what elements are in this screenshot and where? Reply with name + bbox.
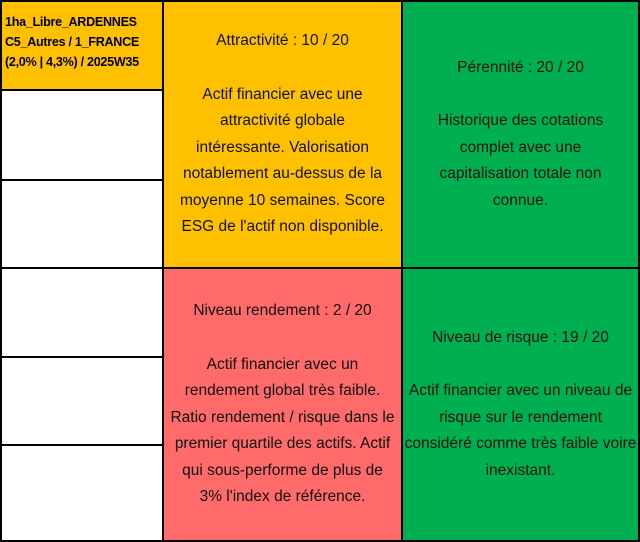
asset-category: C5_Autres / 1_FRANCE: [5, 35, 139, 49]
perennite-score: Pérennité : 20 / 20: [457, 58, 584, 76]
attractivite-description: Actif financier avec une attractivité globale intéressante. Valorisation notablement au-dessus de la moyenne 10 semaines. Score ESG de l'actif non disponible.: [179, 85, 386, 236]
empty-cell: [0, 444, 164, 542]
rendement-score: Niveau rendement : 2 / 20: [193, 302, 372, 320]
empty-cell: [0, 356, 164, 446]
risque-score: Niveau de risque : 19 / 20: [432, 328, 609, 346]
asset-identifier-cell: [0, 0, 164, 91]
empty-cell: [0, 179, 164, 269]
rendement-card: [162, 267, 403, 542]
perennite-card: [401, 0, 640, 269]
attractivite-card: [162, 0, 403, 269]
risque-card: [401, 267, 640, 542]
asset-name: 1ha_Libre_ARDENNES: [5, 15, 137, 29]
rendement-description: Actif financier avec un rendement global très faible. Ratio rendement / risque dans le premier quartile des actifs. Actif qui sous-performe de plus de 3% l'index de référence.: [170, 355, 395, 506]
empty-cell: [0, 267, 164, 358]
asset-period: (2,0% | 4,3%) / 2025W35: [5, 55, 139, 69]
risque-description: Actif financier avec un niveau de risque sur le rendement considéré comme très faible voire inexistant.: [404, 382, 637, 479]
attractivite-score: Attractivité : 10 / 20: [216, 32, 349, 50]
perennite-description: Historique des cotations complet avec une capitalisation totale non connue.: [437, 112, 604, 209]
empty-cell: [0, 89, 164, 181]
